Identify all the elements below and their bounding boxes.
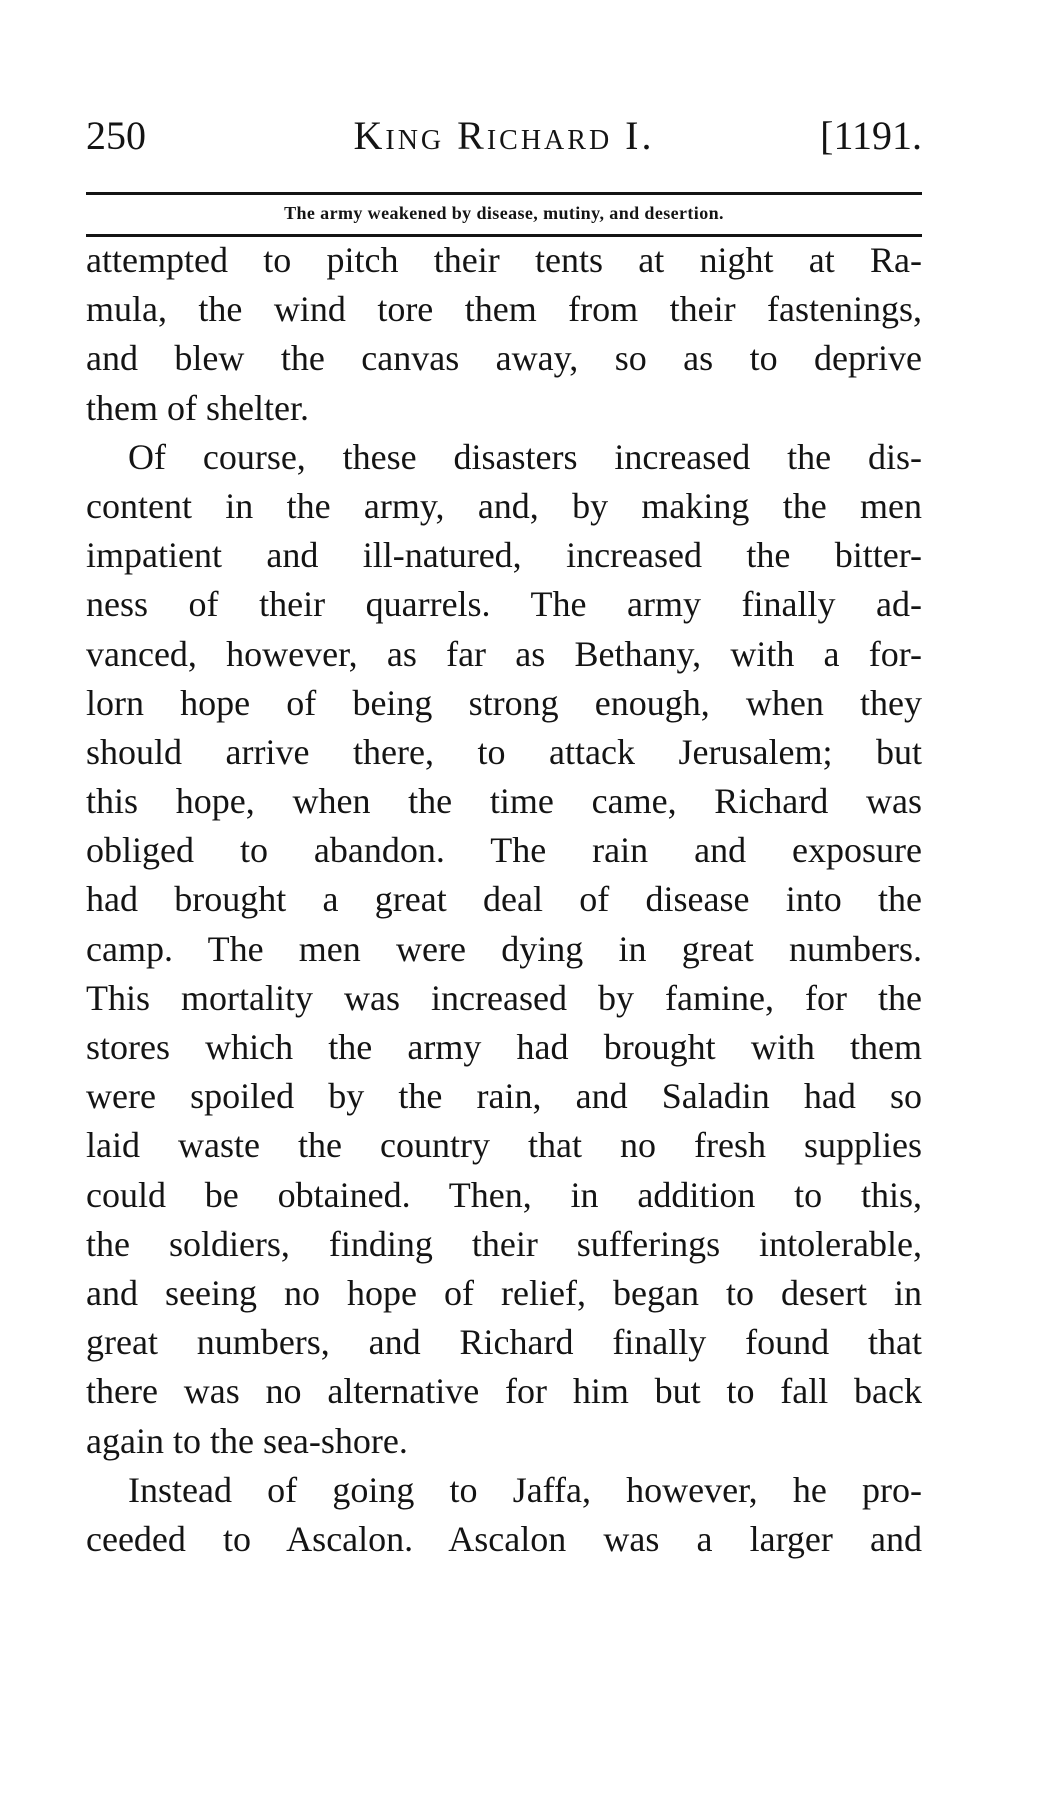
page-header: [86, 108, 922, 168]
text-line: laid waste the country that no fresh supplies: [86, 1125, 922, 1166]
text-line: mula, the wind tore them from their fastenings,: [86, 289, 922, 330]
text-line: were spoiled by the rain, and Saladin had so: [86, 1076, 922, 1117]
text-line: could be obtained. Then, in addition to this,: [86, 1174, 922, 1215]
header-rule-top: [86, 192, 922, 195]
text-line: ceeded to Ascalon. Ascalon was a larger and: [86, 1518, 922, 1559]
text-line: attempted to pitch their tents at night at Ra-: [86, 240, 922, 280]
text-line: lorn hope of being strong enough, when they: [86, 682, 922, 723]
text-line: should arrive there, to attack Jerusalem; but: [86, 731, 922, 772]
text-line: content in the army, and, by making the men: [86, 485, 922, 526]
book-page: [86, 108, 922, 1559]
text-line: the soldiers, finding their sufferings intolerable,: [86, 1223, 922, 1264]
text-line: and seeing no hope of relief, began to desert in: [86, 1272, 922, 1313]
text-line: impatient and ill-natured, increased the bitter-: [86, 535, 922, 576]
text-line: had brought a great deal of disease into the: [86, 879, 922, 920]
year-marker: [1191.: [820, 113, 922, 158]
text-line: great numbers, and Richard finally found that: [86, 1322, 922, 1363]
text-line: again to the sea-shore.: [86, 1420, 408, 1461]
running-head: King Richard I.: [353, 113, 655, 158]
body-text: [86, 236, 922, 1564]
text-line: vanced, however, as far as Bethany, with a for-: [86, 633, 922, 674]
section-subtitle: The army weakened by disease, mutiny, and desertion.: [284, 203, 724, 223]
text-line: there was no alternative for him but to fall back: [86, 1371, 922, 1412]
text-line: ness of their quarrels. The army finally ad-: [86, 584, 922, 625]
text-line: stores which the army had brought with them: [86, 1027, 922, 1067]
text-line: Instead of going to Jaffa, however, he pro-: [128, 1469, 922, 1510]
text-line: and blew the canvas away, so as to deprive: [86, 338, 922, 379]
text-line: Of course, these disasters increased the dis-: [128, 436, 922, 477]
text-line: camp. The men were dying in great numbers.: [86, 928, 922, 969]
text-line: This mortality was increased by famine, for the: [86, 977, 922, 1018]
page-number: 250: [86, 113, 146, 158]
text-line: them of shelter.: [86, 387, 309, 428]
text-line: obliged to abandon. The rain and exposure: [86, 830, 922, 871]
text-line: this hope, when the time came, Richard was: [86, 781, 922, 822]
